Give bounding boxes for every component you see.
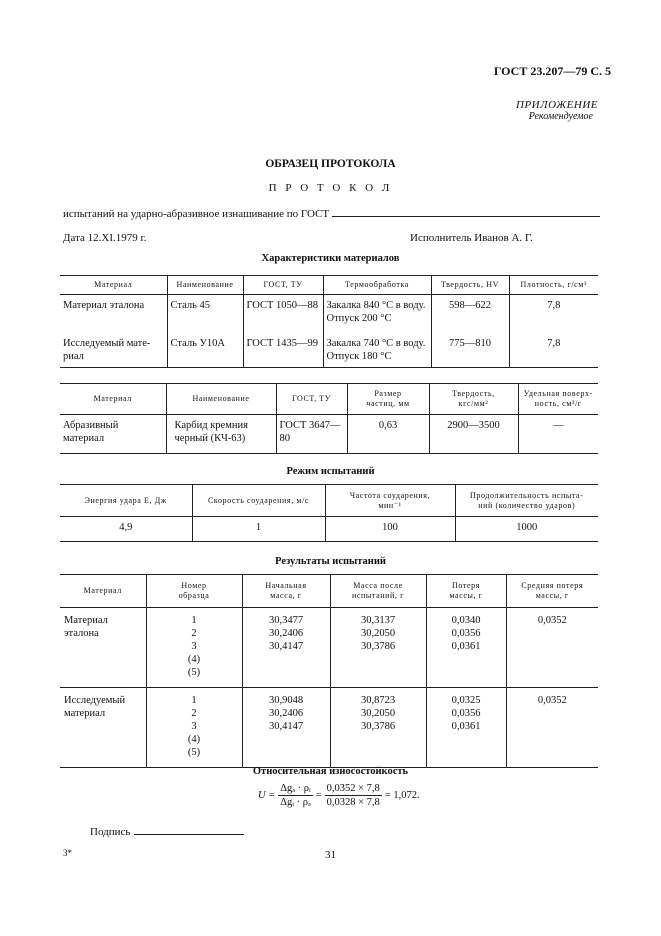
header-line: мин⁻¹ <box>378 500 402 510</box>
header-line: Масса после <box>353 581 403 590</box>
mass-value: 30,3786 <box>360 641 396 652</box>
mass-value: 30,2406 <box>268 628 304 639</box>
material-cell <box>60 329 167 368</box>
document-header: ГОСТ 23.207—79 С. 5 <box>493 64 611 78</box>
materials-header-cell: Твердость, HV <box>431 276 509 295</box>
header-line: частиц, мм <box>366 399 410 408</box>
mode-header-cell: Скорость соударения, м/с <box>192 485 325 517</box>
formula-fraction-numeric <box>325 783 382 808</box>
table-row <box>60 329 598 368</box>
materials-header-cell: Наименование <box>167 276 243 295</box>
fraction-denominator: 0,0328 × 7,8 <box>326 797 380 808</box>
mass-value: 30,2406 <box>268 708 304 719</box>
mode-table <box>60 484 598 542</box>
gost-cell: ГОСТ 1050—88 <box>243 295 323 330</box>
materials-header-cell: Термообработка <box>323 276 431 295</box>
mass-value: 30,3137 <box>360 615 396 626</box>
header-line: кгс/мм² <box>458 399 489 408</box>
density-cell: 7,8 <box>509 295 598 330</box>
treatment-line: Закалка 740 °С в воду. <box>326 338 426 349</box>
material-cell <box>60 415 166 454</box>
size-cell: 0,63 <box>347 415 429 454</box>
signature-blank <box>134 825 244 835</box>
results-header-cell <box>506 575 598 608</box>
sample-number: 1 <box>191 695 197 706</box>
sample-number: 2 <box>191 708 197 719</box>
header-line: ность, см²/г <box>534 399 582 408</box>
sample-number: (4) <box>187 654 201 665</box>
treatment-cell <box>323 329 431 368</box>
test-line-text: испытаний на ударно-абразивное изнашивание по ГОСТ <box>63 208 330 220</box>
name-line: черный (КЧ-63) <box>174 433 246 445</box>
abrasive-header-row <box>60 384 598 415</box>
loss-value: 0,0356 <box>451 708 481 719</box>
abrasive-header-cell <box>518 384 598 415</box>
material-line: Абразивный <box>63 420 119 431</box>
materials-header-cell: Материал <box>60 276 167 295</box>
treatment-line: Закалка 840 °С в воду. <box>326 300 426 311</box>
loss-cell <box>426 608 506 688</box>
abrasive-header-cell: Материал <box>60 384 166 415</box>
results-header-cell <box>242 575 330 608</box>
name-cell: Сталь 45 <box>167 295 243 330</box>
results-header-cell: Материал <box>60 575 146 608</box>
abrasive-table <box>60 383 598 454</box>
material-line: риал <box>63 351 84 363</box>
mass-value: 30,3477 <box>268 615 304 626</box>
loss-cell <box>426 688 506 768</box>
sample-number: 3 <box>191 721 197 732</box>
wear-title: Относительная износостойкость <box>252 766 409 777</box>
abrasive-header-cell <box>429 384 518 415</box>
abrasive-header-cell: ГОСТ, ТУ <box>276 384 347 415</box>
protocol-title: П Р О Т О К О Л <box>268 182 393 194</box>
fraction-numerator: Δgₔ · ρᵢ <box>280 783 311 794</box>
executor: Исполнитель Иванов А. Г. <box>410 232 533 244</box>
density-cell: 7,8 <box>509 329 598 368</box>
results-header-row <box>60 575 598 608</box>
material-cell <box>60 688 146 768</box>
results-table <box>60 574 598 768</box>
after-mass-cell <box>330 688 426 768</box>
material-line: материал <box>63 433 105 445</box>
avg-loss-cell <box>506 688 598 768</box>
initial-mass-cell <box>242 688 330 768</box>
materials-header-cell: ГОСТ, ТУ <box>243 276 323 295</box>
gost-blank-line <box>332 207 600 217</box>
gost-cell: ГОСТ 1435—99 <box>243 329 323 368</box>
mass-value: 30,8723 <box>360 695 396 706</box>
header-line: Номер <box>181 581 207 590</box>
sample-number: (4) <box>187 734 201 745</box>
table-row <box>60 295 598 330</box>
loss-value: 0,0325 <box>451 695 481 706</box>
sample-number: (5) <box>187 747 201 758</box>
appendix-subtitle: Рекомендуемое <box>528 111 593 122</box>
materials-title: Характеристики материалов <box>261 253 400 264</box>
header-line: массы, г <box>449 591 483 600</box>
mass-value: 30,4147 <box>268 721 304 732</box>
results-title: Результаты испытаний <box>275 556 386 567</box>
footnote-mark: 3* <box>63 848 72 858</box>
duration-cell: 1000 <box>455 517 598 542</box>
formula-fraction-symbolic <box>278 783 312 808</box>
treatment-cell <box>323 295 431 330</box>
equals-sign: = <box>315 790 322 801</box>
sample-number: 2 <box>191 628 197 639</box>
avg-loss-value: 0,0352 <box>537 695 567 706</box>
header-line: Частота соударения, <box>349 490 431 500</box>
header-line: Твердость, <box>452 389 495 398</box>
mass-value: 30,9048 <box>268 695 304 706</box>
material-line: Исследуемый <box>64 695 126 706</box>
frequency-cell: 100 <box>325 517 455 542</box>
header-line: Потеря <box>452 581 480 590</box>
mode-header-cell <box>325 485 455 517</box>
name-line: Карбид кремния <box>174 420 248 431</box>
mass-value: 30,2050 <box>360 628 396 639</box>
results-header-cell <box>146 575 242 608</box>
header-line: Начальная <box>265 581 307 590</box>
table-row <box>60 517 598 542</box>
hardness-cell: 598—622 <box>431 295 509 330</box>
mode-title: Режим испытаний <box>286 466 375 477</box>
test-line <box>63 207 600 220</box>
material-line: Исследуемый мате- <box>63 338 151 349</box>
appendix-title: ПРИЛОЖЕНИЕ <box>516 99 598 111</box>
formula-lhs: U = <box>258 790 276 801</box>
name-cell <box>166 415 276 454</box>
materials-header-cell: Плотность, г/см³ <box>509 276 598 295</box>
header-line: Удельная поверх- <box>523 389 593 398</box>
header-line: Размер <box>374 389 402 398</box>
material-cell: Материал эталона <box>63 300 145 311</box>
results-header-cell <box>330 575 426 608</box>
fraction-numerator: 0,0352 × 7,8 <box>326 783 380 794</box>
materials-header-row <box>60 276 598 295</box>
material-cell <box>60 608 146 688</box>
material-line: эталона <box>64 628 99 640</box>
gost-cell: ГОСТ 3647—80 <box>276 415 347 454</box>
surface-cell: — <box>518 415 598 454</box>
sample-number: 3 <box>191 641 197 652</box>
materials-table <box>60 275 598 368</box>
sample-number: 1 <box>191 615 197 626</box>
loss-value: 0,0340 <box>451 615 481 626</box>
mode-header-cell: Энергия удара E, Дж <box>60 485 192 517</box>
material-line: Материал <box>64 615 108 626</box>
header-line: образца <box>178 591 210 600</box>
material-line: материал <box>64 708 106 720</box>
energy-cell: 4,9 <box>60 517 192 542</box>
sample-cell <box>146 688 242 768</box>
formula-result: = 1,072. <box>384 790 420 801</box>
hardness-cell: 2900—3500 <box>429 415 518 454</box>
doc-title: ОБРАЗЕЦ ПРОТОКОЛА <box>265 158 396 170</box>
abrasive-header-cell: Наименование <box>166 384 276 415</box>
hardness-cell: 775—810 <box>431 329 509 368</box>
header-line: Продолжительность испыта- <box>470 490 584 500</box>
mass-value: 30,3786 <box>360 721 396 732</box>
sample-cell <box>146 608 242 688</box>
header-line: ний (количество ударов) <box>478 500 576 510</box>
wear-formula <box>258 783 420 808</box>
table-row <box>60 688 598 768</box>
initial-mass-cell <box>242 608 330 688</box>
results-header-cell <box>426 575 506 608</box>
mass-value: 30,4147 <box>268 641 304 652</box>
treatment-line: Отпуск 200 °С <box>326 313 392 325</box>
test-date: Дата 12.XI.1979 г. <box>63 232 147 244</box>
header-line: массы, г <box>535 591 569 600</box>
after-mass-cell <box>330 608 426 688</box>
abrasive-header-cell <box>347 384 429 415</box>
table-row <box>60 608 598 688</box>
header-line: Средняя потеря <box>521 581 584 590</box>
treatment-line: Отпуск 180 °С <box>326 351 392 363</box>
name-cell: Сталь У10А <box>167 329 243 368</box>
mass-value: 30,2050 <box>360 708 396 719</box>
loss-value: 0,0361 <box>451 721 481 732</box>
speed-cell: 1 <box>192 517 325 542</box>
avg-loss-value: 0,0352 <box>537 615 567 626</box>
mode-header-row <box>60 485 598 517</box>
signature-label: Подпись <box>90 826 131 838</box>
loss-value: 0,0361 <box>451 641 481 652</box>
table-row <box>60 415 598 454</box>
fraction-denominator: Δgᵢ · ρₔ <box>280 797 311 808</box>
avg-loss-cell <box>506 608 598 688</box>
signature-line <box>90 825 244 838</box>
mode-header-cell <box>455 485 598 517</box>
header-line: масса, г <box>270 591 302 600</box>
loss-value: 0,0356 <box>451 628 481 639</box>
header-line: испытаний, г <box>352 591 404 600</box>
sample-number: (5) <box>187 667 201 678</box>
page-number: 31 <box>325 849 336 861</box>
